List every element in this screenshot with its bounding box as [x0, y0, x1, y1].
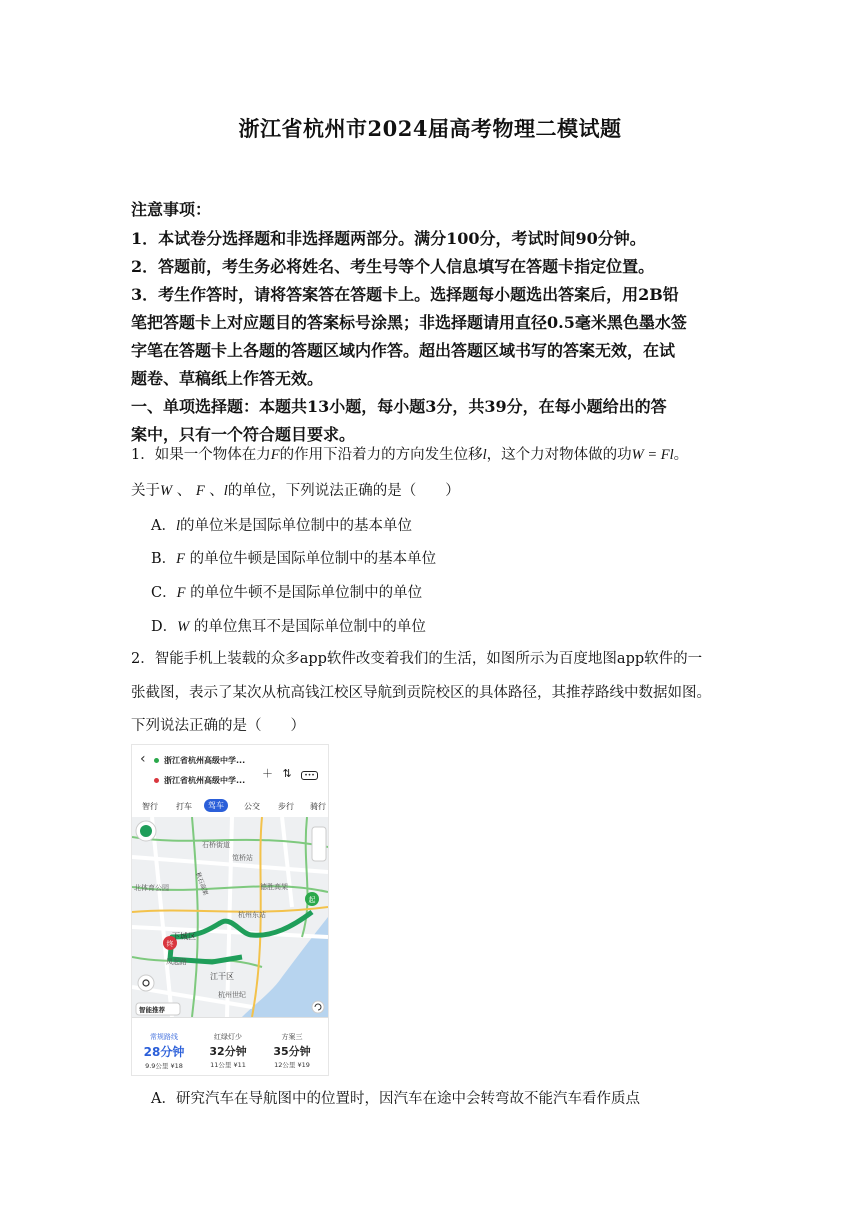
map-label: 凤起路	[166, 958, 187, 966]
notice-item: 3．考生作答时，请将答案答在答题卡上。选择题每小题选出答案后，用2B铅	[131, 285, 679, 304]
section-heading: 案中，只有一个符合题目要求。	[131, 425, 356, 444]
refresh-icon	[312, 1001, 324, 1013]
notice-item: 字笔在答题卡上各题的答题区域内作答。超出答题区域书写的答案无效，在试	[131, 341, 676, 360]
page-title: 浙江省杭州市2024届高考物理二模试题	[238, 116, 622, 141]
option-a: A．l的单位米是国际单位制中的基本单位	[151, 518, 413, 534]
map-label: 秋石高架	[194, 871, 209, 897]
option-d: D．W 的单位焦耳不是国际单位制中的单位	[151, 619, 426, 635]
map-screenshot	[131, 744, 329, 1076]
tab-bike: 骑行	[310, 802, 326, 811]
tab-walk: 步行	[278, 802, 294, 811]
tab-taxi: 打车	[176, 802, 192, 811]
map-label: 杭州世纪	[218, 991, 246, 999]
question-2-stem: 张截图，表示了某次从杭高钱江校区导航到贡院校区的具体路径，其推荐路线中数据如图。	[131, 685, 711, 701]
question-2-stem: 2．智能手机上装载的众多app软件改变着我们的生活，如图所示为百度地图app软件的一	[131, 651, 703, 667]
map-label: 笕桥站	[232, 854, 253, 862]
plan-option: 常规路线 28分钟 9.9公里 ¥18	[143, 1033, 185, 1070]
question-1-stem: 关于W 、 F 、l的单位，下列说法正确的是（ ）	[131, 483, 460, 499]
start-marker-label: 起	[308, 896, 316, 904]
route-plans	[132, 1017, 328, 1076]
question-1-stem: 1．如果一个物体在力F的作用下沿着力的方向发生位移l，这个力对物体做的功W = Fl。	[131, 447, 689, 463]
option-c: C．F 的单位牛顿不是国际单位制中的单位	[151, 585, 423, 601]
tab-zhixing: 智行	[142, 802, 158, 811]
map-label: 德胜高架	[260, 883, 288, 891]
destination-row: 浙江省杭州高级中学...	[154, 775, 245, 786]
notice-heading: 注意事项：	[131, 200, 212, 219]
plan-option: 方案三 35分钟 12公里 ¥19	[273, 1033, 311, 1069]
swap-icon: ⇅	[282, 767, 292, 780]
smart-recommend-label: 智能推荐	[139, 1006, 165, 1014]
notice-item: 题卷、草稿纸上作答无效。	[131, 369, 324, 388]
end-marker-label: 终	[166, 940, 174, 948]
origin-dot-icon	[154, 758, 159, 763]
destination-dot-icon	[154, 778, 159, 783]
locate-icon	[138, 975, 154, 991]
notice-item: 笔把答题卡上对应题目的答案标号涂黑；非选择题请用直径0.5毫米黑色墨水签	[131, 313, 687, 332]
section-heading: 一、单项选择题：本题共13小题，每小题3分，共39分，在每小题给出的答	[131, 397, 667, 416]
option-b: B．F 的单位牛顿是国际单位制中的基本单位	[151, 551, 437, 567]
map-label: 石桥街道	[202, 841, 230, 849]
notice-item: 1．本试卷分选择题和非选择题两部分。满分100分，考试时间90分钟。	[131, 229, 646, 248]
map-label: 江干区	[210, 972, 234, 981]
origin-row: 浙江省杭州高级中学...	[154, 755, 245, 766]
tab-drive: 驾车	[204, 799, 228, 812]
clock-icon	[140, 825, 152, 837]
map-label: 杭州东站	[238, 911, 266, 919]
plan-option: 红绿灯少 32分钟 11公里 ¥11	[209, 1033, 247, 1069]
back-arrow-icon: ‹	[140, 751, 146, 767]
question-2-option-a: A．研究汽车在导航图中的位置时，因汽车在途中会转弯故不能汽车看作质点	[151, 1091, 640, 1107]
map-view	[132, 817, 328, 1017]
travel-mode-tabs	[132, 797, 328, 815]
more-icon: •••	[301, 771, 318, 780]
route-actions	[262, 765, 318, 781]
tab-bus: 公交	[244, 802, 260, 811]
question-2-stem: 下列说法正确的是（ ）	[131, 718, 305, 734]
route-header	[132, 745, 328, 797]
add-icon: ＋	[262, 767, 273, 780]
map-label: 下城区	[172, 932, 196, 941]
map-label: 北体育公园	[134, 884, 169, 892]
notice-item: 2．答题前，考生务必将姓名、考生号等个人信息填写在答题卡指定位置。	[131, 257, 655, 276]
